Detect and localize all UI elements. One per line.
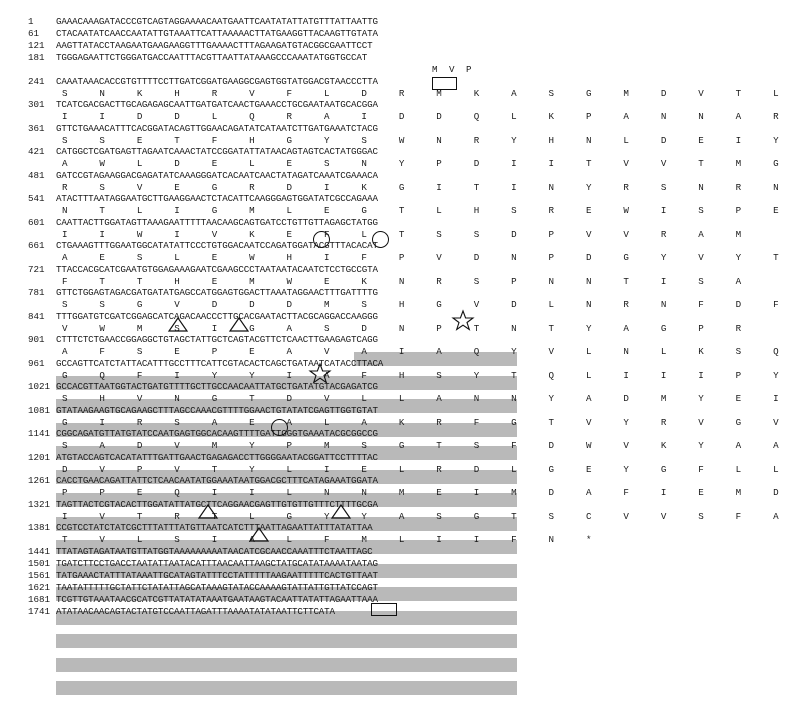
nucleotide-line: TTATAGTAGATAATGTTATGGTAAAAAAAAATAACATCGCAACCAAATTTCTAATTAGC	[56, 545, 373, 557]
nucleotide-line: TAATATTTTTGCTATTCTATATTAGCATAAAGTATACCAAAAGTATTATTGTTATCCAGT	[56, 582, 378, 594]
position-number: 61	[28, 28, 40, 40]
nucleotide-line: ATGTACCAGTCACATATTTGATTGAACTGAGAGACCTTGGGGAATACGGATTCCTTTTAC	[56, 451, 378, 463]
position-number: 181	[28, 52, 45, 64]
nucleotide-line: ATATAACAACAGTACTATGTCCAATTAGATTTAAAATATATAATTCTTCATA	[56, 606, 335, 618]
amino-acid-line: R S V E G R D I K G I T I N Y R S N R N	[62, 181, 792, 193]
position-number: 241	[28, 75, 45, 87]
triangle-marker	[332, 505, 350, 518]
position-number: 1261	[28, 475, 51, 487]
nucleotide-line: ATACTTTAATAGGAATGCTTGAAGGAACTCTACATTCAAGGGAGTGGATATCGCCAGAAA	[56, 193, 378, 205]
position-number: 1381	[28, 522, 51, 534]
amino-acid-line: M V P	[432, 64, 475, 76]
amino-acid-line: S S E T F H G Y S W N R Y H N L D E I Y	[62, 134, 792, 146]
position-number: 601	[28, 216, 45, 228]
nucleotide-line: CATGGCTCGATGAGTTAGAATCAAACTATCCGGATATTATAACAGTAGTCACTATGGGAC	[56, 146, 378, 158]
nucleotide-line: TTTGGATGTCGATCGGAGCATCAGACAACCCTTGCACGAATACTTACGCAGGACCAAGGG	[56, 310, 378, 322]
amino-acid-line: I I W I V K E F L T S S D P V V R A M	[62, 228, 755, 240]
position-number: 1741	[28, 606, 51, 618]
amino-acid-line: F T T H E M W E K N R S P N N T I S A	[62, 275, 755, 287]
position-number: 1561	[28, 570, 51, 581]
position-number: 1	[28, 16, 34, 27]
triangle-marker	[169, 318, 187, 331]
triangle-marker	[230, 318, 248, 331]
position-number: 901	[28, 334, 45, 346]
nucleotide-line: GTATAAGAAGTGCAGAAGCTTTAGCCAAACGTTTTGGAACTGTATATCGAGTTGGTGTAT	[56, 404, 378, 416]
nucleotide-line: TGGGAGAATTCTGGGATGACCAATTTACGTTAATTATAAAGCCCAAATATGGTGCCAT	[56, 52, 368, 64]
nucleotide-line: GTTCTGAAACATTTCACGGATACAGTTGGAACAGATATCATAATCTTGATGAAATCTACG	[56, 122, 378, 134]
nucleotide-line: TCATCGACGACTTGCAGAGAGCAATTGATGATCAACTGAAACCTGCGAATAATGCACGGA	[56, 99, 378, 111]
nucleotide-line: CCGTCCTATCTATCGCTTTATTTATGTTAATCATCTTTAATTAGAATTATTTATATTAA	[56, 522, 373, 534]
nucleotide-line: CGGCAGATGTTATGTATCCAATGAGTGGCACAAGTTTTGATTGGGTGAAATACGCGGCCG	[56, 428, 378, 440]
position-number: 1201	[28, 451, 51, 463]
nucleotide-line: CTTTCTCTGAACCGGAGGCTGTAGCTATTGCTCAGTACGTTCTCAACTTGAAGAGTCAGG	[56, 334, 378, 346]
amino-acid-line: V W M S I G A S D N P T N T Y A G P R	[62, 322, 755, 334]
amino-acid-line: S N K H R V F L D R M K A S G M D V T L	[62, 87, 792, 99]
position-number: 361	[28, 122, 45, 134]
amino-acid-line: D V P V T Y L I E L R D L G E Y G F L L	[62, 463, 792, 475]
amino-acid-line: S A D V M Y P M S G T S F D W V K Y A A	[62, 440, 792, 452]
nucleotide-line: GAAACAAAGATACCCGTCAGTAGGAAAACAATGAATTCAATATATTATGTTTATTAATTG	[56, 16, 378, 27]
amino-acid-line: S H V N G T D V L L A N N Y A D M Y E I	[62, 393, 792, 405]
position-number: 661	[28, 240, 45, 252]
star-marker	[453, 311, 473, 330]
nucleotide-line: AAGTTATACCTAAGAATGAAGAAGGTTTGAAAACTTTAGAAGATGTACGGCGAATTCCT	[56, 40, 373, 52]
triangle-marker	[250, 528, 268, 541]
position-number: 1501	[28, 557, 51, 569]
position-number: 841	[28, 310, 45, 322]
nucleotide-line: CAAATAAACACCGTGTTTTCCTTGATCGGATGAAGGCGAGTGGTATGGACGTAACCCTTA	[56, 75, 378, 87]
position-number: 541	[28, 193, 45, 205]
nucleotide-line: GTTCTGGAGTAGACGATGATATGAGCCATGGAGTGGACTTAAATAGGAACTTTGATTTTG	[56, 287, 378, 299]
triangle-marker	[199, 505, 217, 518]
amino-acid-line: A W L D E L E S N Y P D I I T V V T M G	[62, 158, 792, 170]
amino-acid-line: S S G V D D D M S H G V D L N R N F D F	[62, 299, 792, 311]
nucleotide-line: TTACCACGCATCGAATGTGGAGAAAGAATCGAAGCCCTAATAATACAATCTCCTGCCGTA	[56, 263, 378, 275]
position-number: 1681	[28, 594, 51, 606]
amino-acid-line: A E S L E W H I F P V D N P D G Y V Y T	[62, 252, 792, 264]
position-number: 421	[28, 146, 45, 158]
nucleotide-line: GCCACGTTAATGGTACTGATGTTTTGCTTGCCAACAATTATGCTGATATGTACGAGATCG	[56, 381, 378, 393]
amino-acid-line: P P E Q I I L N N M E I M D A F I E M D	[62, 487, 792, 499]
position-number: 961	[28, 357, 45, 369]
position-number: 1321	[28, 498, 51, 510]
position-number: 121	[28, 40, 45, 52]
position-number: 481	[28, 169, 45, 181]
amino-acid-line: G Q F I Y Y I A F H S Y T Q L I I I P Y	[62, 369, 792, 381]
nucleotide-line: TAGTTACTCGTACACTTGGATATTATGCTTCAGGAACGAGTTGTGTTGTTTCTTTTGCGA	[56, 498, 378, 510]
nucleotide-line: GATCCGTAGAAGGACGAGATATCAAAGGGATCACAATCAACTATAGATCAAATCGAAACA	[56, 169, 378, 181]
nucleotide-line: TATGAAACTATTTATAAATTGCATAGTATTTCCTATTTTTAAGAATTTTTCACTGTTAAT	[56, 570, 378, 581]
amino-acid-line: I I D D L Q R A I D D Q L K P A N N A R	[62, 111, 792, 123]
position-number: 1081	[28, 404, 51, 416]
nucleotide-line: CAATTACTTGGATAGTTAAAGAATTTTTAACAAGCAGTGATCCTGTTGTTAGAGCTATGG	[56, 216, 378, 228]
position-number: 1141	[28, 428, 51, 440]
position-number: 301	[28, 99, 45, 111]
amino-acid-line: G I R S A E A L A K R F G T V Y R V G V	[62, 416, 792, 428]
position-number: 1621	[28, 582, 51, 594]
nucleotide-line: CACCTGAACAGATTATTCTCAACAATATGGAAATAATGGACGCTTTCATAGAAATGGATA	[56, 475, 378, 487]
amino-acid-line: I V T R T L G Y Y A S G T S C V V S F A	[62, 510, 792, 522]
amino-acid-line: N T L I G M L E G T L H S R E W I S P E	[62, 205, 792, 217]
position-number: 781	[28, 287, 45, 299]
nucleotide-line: TCGTTGTAAATAACGCATCGTTATATATAAATGAATAAGTACAATTATATTAGAATTAAA	[56, 594, 378, 606]
amino-acid-line: A F S E P E A V A I A Q Y V L N L K S Q	[62, 346, 792, 358]
nucleotide-line: TGATCTTCCTGACCTAATATTAATACATTTAACAATTAAGCTATGCATATAAAATAATAG	[56, 557, 378, 569]
position-number: 721	[28, 263, 45, 275]
nucleotide-line: GCCAGTTCATCTATTACATTTGCCTTTCATTCGTACACTCAGCTGATAATCATACCTTACA	[56, 357, 384, 369]
star-marker	[310, 364, 330, 383]
position-number: 1021	[28, 381, 51, 393]
amino-acid-line: T V L S I A L F M L I I F N *	[62, 534, 605, 546]
nucleotide-line: CTGAAAGTTTGGAATGGCATATATTCCCTGTGGACAATCCAGATGGATACGTTTACACAT	[56, 240, 378, 252]
nucleotide-line: CTACAATATCAACCAATATTGTAAATTCATTAAAAACTTATGAAGGTTACAAGTTGTATA	[56, 28, 378, 40]
position-number: 1441	[28, 545, 51, 557]
